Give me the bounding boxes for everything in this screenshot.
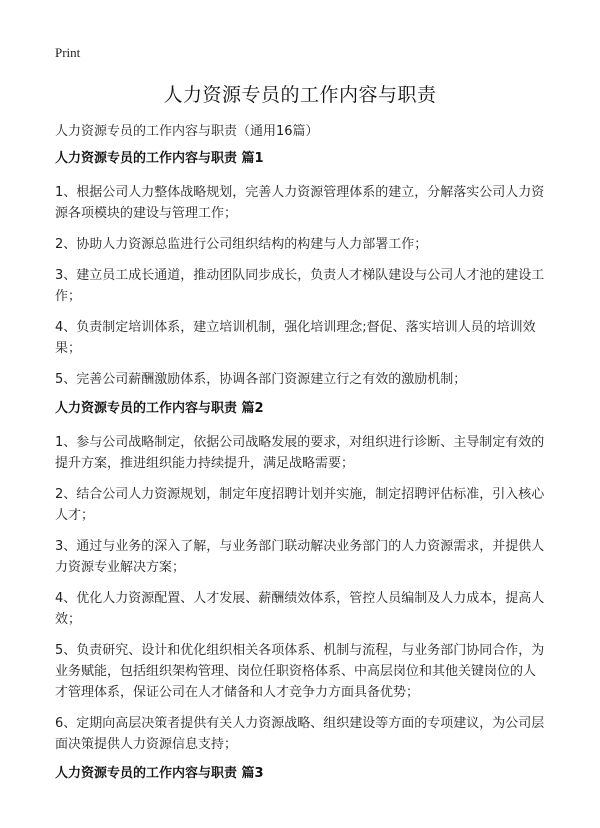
section-heading: 人力资源专员的工作内容与职责 篇2 xyxy=(55,401,264,416)
section-3 xyxy=(55,765,545,783)
paragraph: 5、完善公司薪酬激励体系，协调各部门资源建立行之有效的激励机制； xyxy=(55,372,467,387)
document-content xyxy=(55,150,545,797)
paragraph: 3、建立员工成长通道，推动团队同步成长，负责人才梯队建设与公司人才池的建设工作； xyxy=(55,268,545,304)
paragraph: 3、通过与业务的深入了解，与业务部门联动解决业务部门的人力资源需求，并提供人力资源专业解决方案； xyxy=(55,539,545,575)
paragraph: 5、负责研究、设计和优化组织相关各项体系、机制与流程，与业务部门协同合作，为业务赋能，包括组织架构管理、岗位任职资格体系、中高层岗位和其他关键岗位的人才管理体系，保证公司在人才储备和人才竞争力方面具备优势； xyxy=(55,643,545,700)
print-label: Print xyxy=(55,45,81,60)
section-heading: 人力资源专员的工作内容与职责 篇3 xyxy=(55,766,264,781)
paragraph: 4、优化人力资源配置、人才发展、薪酬绩效体系，管控人员编制及人力成本，提高人效； xyxy=(55,591,545,627)
paragraph: 2、结合公司人力资源规划，制定年度招聘计划并实施，制定招聘评估标准，引入核心人才； xyxy=(55,487,545,523)
document-title: 人力资源专员的工作内容与职责 xyxy=(163,84,437,106)
paragraph: 1、参与公司战略制定，依据公司战略发展的要求，对组织进行诊断、主导制定有效的提升方案，推进组织能力持续提升，满足战略需要； xyxy=(55,435,545,471)
paragraph: 4、负责制定培训体系，建立培训机制，强化培训理念;督促、落实培训人员的培训效果； xyxy=(55,320,536,356)
section-2 xyxy=(55,400,545,755)
paragraph: 1、根据公司人力整体战略规划，完善人力资源管理体系的建立，分解落实公司人力资源各项模块的建设与管理工作； xyxy=(55,185,545,221)
document-subtitle: 人力资源专员的工作内容与职责（通用16篇） xyxy=(55,124,319,139)
paragraph: 2、协助人力资源总监进行公司组织结构的构建与人力部署工作； xyxy=(55,237,428,252)
section-1 xyxy=(55,150,545,390)
paragraph: 6、定期向高层决策者提供有关人力资源战略、组织建设等方面的专项建议，为公司层面决策提供人力资源信息支持； xyxy=(55,716,545,752)
section-heading: 人力资源专员的工作内容与职责 篇1 xyxy=(55,151,264,166)
